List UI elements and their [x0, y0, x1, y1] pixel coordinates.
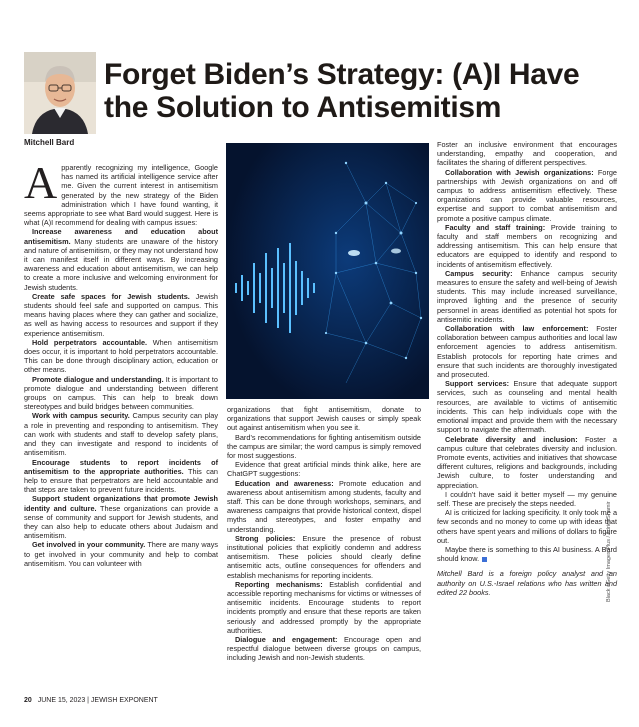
- paragraph: Increase awareness and education about antisemitism. Many students are unaware of the history and nature of antisemitism, or they may not understand how it can manifest itself in different ways. By increasing awareness and education about antisemitism, we can help to create a more inclusive and welcoming environment for Jewish students.: [24, 227, 218, 292]
- author-photo: [24, 52, 96, 134]
- paragraph: Campus security: Enhance campus security measures to ensure the safety and well-being of Jewish students. This may include increased surveillance, improved lighting and the presence of security personnel in areas identified as potential hot spots for antisemitic incidents.: [437, 268, 617, 324]
- paragraph: Reporting mechanisms: Establish confidential and accessible reporting mechanisms for victims or witnesses of antisemitic incidents. Encourage students to report incidents promptly and ensure that these reports are taken seriously and addressed promptly by the appropriate authorities.: [227, 579, 422, 635]
- paragraph: Collaboration with Jewish organizations: Forge partnerships with Jewish organizations on and off campus to address antisemitism effectively. These organizations can provide valuable resources, expertise and support to combat antisemitism and promote a positive campus climate.: [437, 167, 617, 223]
- paragraph: Evidence that great artificial minds think alike, here are ChatGPT suggestions:: [227, 460, 421, 479]
- paragraph: Faculty and staff training: Provide training to faculty and staff members on recognizing and addressing antisemitism. This can help ensure that educators are equipped to identify and respond to incidents of antisemitism effectively.: [437, 222, 617, 269]
- paragraph: I couldn’t have said it better myself — my genuine self. These are precisely the steps needed.: [437, 489, 617, 508]
- ai-face-hero-image: [226, 143, 429, 399]
- paragraph: Hold perpetrators accountable. When antisemitism does occur, it is important to hold perpetrators accountable. This can be done through disciplinary action, education or other means.: [24, 337, 218, 375]
- photo-credit: Black / Getty Images Plus / AdrienShamir: [606, 501, 612, 602]
- paragraph: Education and awareness: Promote education and awareness about antisemitism among students, faculty and staff. This can be done through workshops, seminars, and awareness campaigns that provide historical context, dispel myths and stereotypes, and foster empathy and understanding.: [227, 478, 421, 534]
- headline: Forget Biden’s Strategy: (A)I Have the Solution to Antisemitism: [104, 58, 580, 124]
- paragraph: Collaboration with law enforcement: Foster collaboration between campus authorities and local law enforcement agencies to address antisemitism. Establish protocols for reporting hate crimes and ensure that such incidents are thoroughly investigated and prosecuted.: [437, 324, 617, 380]
- paragraph: Maybe there is something to this AI business. A Bard should know.: [437, 544, 617, 564]
- paragraph: Create safe spaces for Jewish students. Jewish students should feel safe and supported on campus. This means having places where they can gather and socialize, as well as having access to resources and support if they experience antisemitism.: [24, 291, 218, 338]
- paragraph: Strong policies: Ensure the presence of robust institutional policies that explicitly condemn and address antisemitism. These policies should clearly define antisemitic acts, outline consequences for offenders and establish mechanisms for reporting incidents.: [227, 533, 421, 580]
- page-number: 20: [24, 697, 32, 704]
- paragraph: Dialogue and engagement: Encourage open and respectful dialogue between diverse groups on campus, including Jewish and non-Jewish students.: [227, 635, 421, 663]
- column-1: [24, 157, 219, 568]
- paragraph: Bard’s recommendations for fighting antisemitism outside the campus are similar; the word campus is simply removed for most suggestions.: [227, 432, 421, 461]
- author-bio: Mitchell Bard is a foreign policy analyst and an authority on U.S.-Israel relations who has written and edited 22 books.: [437, 569, 617, 597]
- paragraph: Support services: Ensure that adequate support services, such as counseling and mental health resources, are available to victims of antisemitic incidents. This can help individuals cope with the emotional impact and provide them with the necessary support to navigate the aftermath.: [437, 379, 617, 435]
- page-footer: [24, 697, 158, 704]
- paragraph: AI is criticized for lacking specificity. It only took me a few seconds and no money to come up with ideas that others have spent years and millions of dollars to figure out.: [437, 508, 617, 545]
- paragraph: Encourage students to report incidents of antisemitism to the appropriate authorities. This can help to ensure that perpetrators are held accountable and that steps are taken to prevent future incidents.: [24, 457, 218, 495]
- byline: Mitchell Bard: [24, 138, 75, 147]
- paragraph: Promote dialogue and understanding. It is important to promote dialogue and understanding between different groups on campus. This can help to break down stereotypes and build bridges between communities.: [24, 374, 218, 412]
- intro-paragraph: Apparently recognizing my intelligence, Google has named its artificial intelligence service after me. Given the current interest in antisemitism generated by the new strategy of the Biden administration which I have found wanting, it seems appropriate to see what Bard would suggest. Here is what (A)I recommend for dealing with campus issues:: [24, 157, 218, 228]
- paragraph: Celebrate diversity and inclusion: Foster a campus culture that celebrates diversity and inclusion. Promote events, activities and initiatives that showcase different cultures, religions and backgrounds, including Jewish culture, to foster understanding and appreciation.: [437, 434, 617, 490]
- paragraph: Work with campus security. Campus security can play a role in preventing and responding to antisemitism. They can work with students and staff to develop safety plans, and they can investigate and respond to incidents of antisemitism.: [24, 411, 218, 458]
- end-mark-icon: [482, 557, 487, 562]
- footer-text: JUNE 15, 2023 | JEWISH EXPONENT: [37, 697, 158, 704]
- column-3: [437, 140, 617, 597]
- column-2: [227, 405, 421, 663]
- paragraph: Get involved in your community. There are many ways to get involved in your community and help to combat antisemitism. You can volunteer with: [24, 540, 218, 568]
- paragraph: organizations that fight antisemitism, donate to organizations that support Jewish causes or simply speak out against antisemitism when you see it.: [227, 405, 421, 433]
- drop-cap: A: [24, 157, 58, 208]
- paragraph: Support student organizations that promote Jewish identity and culture. These organizations can provide a sense of community and support for Jewish students, and they can also help to educate others about Judaism and antisemitism.: [24, 494, 219, 541]
- paragraph: Foster an inclusive environment that encourages understanding, empathy and cooperation, and facilitates the sharing of different perspectives.: [437, 140, 617, 168]
